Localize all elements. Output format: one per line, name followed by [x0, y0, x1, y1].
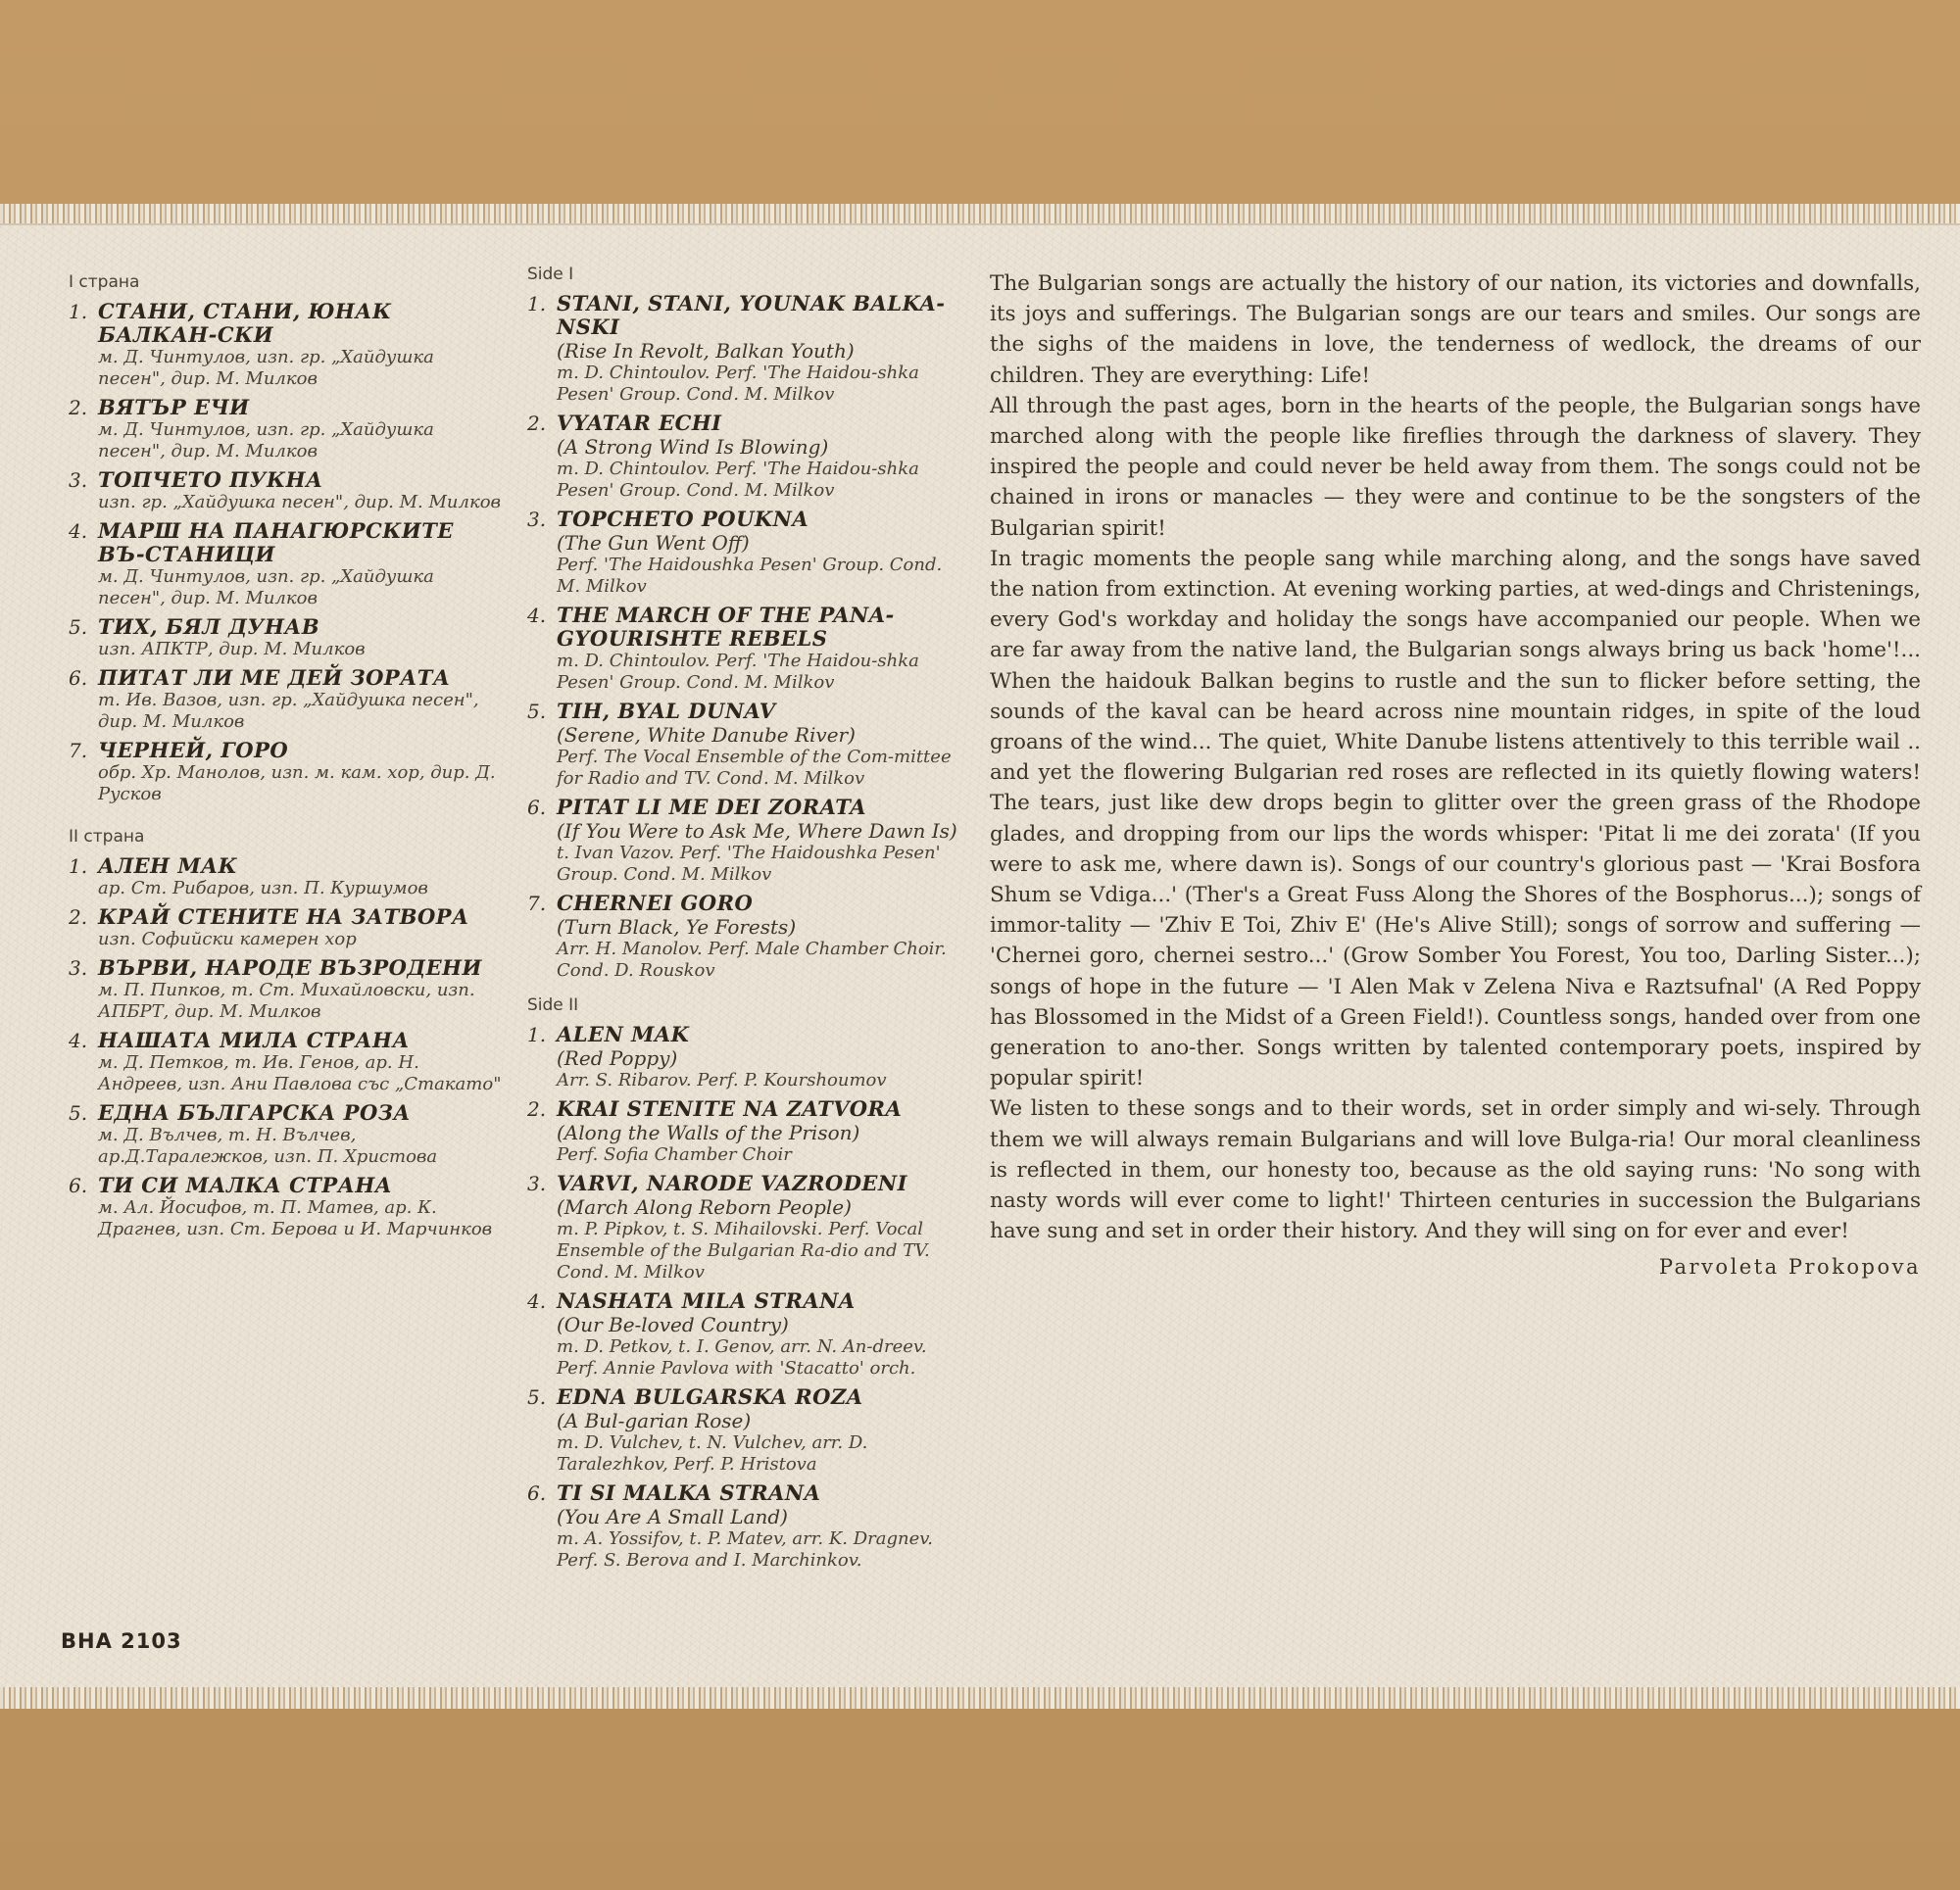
track-credits: м. Д. Чинтулов, изп. гр. „Хайдушка песен", дир. М. Милков [98, 347, 434, 389]
track-item [519, 1023, 965, 1091]
track-credits: t. Ivan Vazov. Perf. 'The Haidoushka Pesen' Group. Cond. M. Milkov [557, 843, 941, 885]
track-item [61, 1101, 502, 1168]
track-number: 1. [69, 854, 88, 878]
track-item [61, 956, 502, 1023]
track-number: 4. [69, 1029, 88, 1052]
track-title: PITAT LI ME DEI ZORATA [557, 795, 866, 819]
track-subtitle: (A Strong Wind Is Blowing) [557, 435, 829, 459]
track-item [61, 300, 502, 390]
track-item [519, 412, 965, 502]
track-subtitle: (The Gun Went Off) [557, 531, 750, 555]
bottom-border-strip [0, 1687, 1960, 1709]
track-number: 3. [69, 956, 88, 980]
track-number: 4. [69, 519, 88, 543]
track-title: KRAI STENITE NA ZATVORA [557, 1096, 903, 1121]
track-credits: м. Ал. Йосифов, т. П. Матев, ар. К. Драгнев, изп. Ст. Берова и И. Марчинков [98, 1197, 493, 1239]
bg-side-two-list [61, 854, 502, 1240]
track-item [519, 892, 965, 982]
track-subtitle: (A Bul-garian Rose) [557, 1409, 752, 1432]
track-title: VARVI, NARODE VAZRODENI [557, 1171, 907, 1195]
track-credits: m. P. Pipkov, t. S. Mihailovski. Perf. Vocal Ensemble of the Bulgarian Ra-dio and TV. Cond. M. Milkov [557, 1219, 930, 1283]
track-title: TOPCHETO POUKNA [557, 507, 809, 531]
track-subtitle: (Along the Walls of the Prison) [557, 1121, 860, 1144]
track-credits: m. A. Yossifov, t. P. Matev, arr. K. Dragnev. Perf. S. Berova and I. Marchinkov. [557, 1528, 934, 1571]
track-title: ТИ СИ МАЛКА СТРАНА [98, 1173, 393, 1197]
track-title: СТАНИ, СТАНИ, ЮНАК БАЛКАН-СКИ [98, 299, 392, 347]
track-number: 2. [527, 412, 547, 435]
track-title: TI SI MALKA STRANA [557, 1480, 821, 1505]
track-subtitle: (Rise In Revolt, Balkan Youth) [557, 339, 855, 363]
liner-notes-panel [0, 223, 1960, 1693]
track-number: 4. [527, 1289, 547, 1313]
track-item [61, 519, 502, 609]
english-tracklist [519, 265, 965, 1577]
track-title: THE MARCH OF THE PANA-GYOURISHTE REBELS [557, 603, 895, 651]
track-credits: Perf. Sofia Chamber Choir [557, 1144, 792, 1165]
track-number: 1. [527, 1023, 547, 1046]
track-item [519, 1289, 965, 1380]
track-title: ЧЕРНЕЙ, ГОРО [98, 738, 289, 762]
track-credits: м. Д. Вълчев, т. Н. Вълчев, ар.Д.Таралежков, изп. П. Христова [98, 1125, 438, 1167]
track-number: 2. [69, 396, 88, 419]
track-item [61, 905, 502, 950]
catalog-number: ВНА 2103 [61, 1629, 182, 1653]
track-credits: м. Д. Чинтулов, изп. гр. „Хайдушка песен", дир. М. Милков [98, 566, 434, 608]
note-paragraph: We listen to these songs and to their words, set in order simply and wi-sely. Through them we will always remain Bulgarians and will love Bulga-ria! Our moral cleanliness is reflected in them, our honesty too, because as the old saying runs: 'No song with nasty words will ever come to light!' Thirteen centuries in succession the Bulgarians have sung and set in order their history. And they will sing on for ever and ever! [990, 1096, 1921, 1244]
liner-notes-text [990, 268, 1921, 1279]
bg-side-one-list [61, 300, 502, 805]
bulgarian-tracklist [61, 272, 502, 1246]
track-credits: Arr. H. Manolov. Perf. Male Chamber Choir. Cond. D. Rouskov [557, 939, 947, 981]
track-number: 1. [69, 300, 88, 323]
en-side-two-list [519, 1023, 965, 1572]
track-item [61, 396, 502, 462]
track-subtitle: (Red Poppy) [557, 1046, 678, 1070]
track-number: 2. [69, 905, 88, 929]
track-title: ВЪРВИ, НАРОДЕ ВЪЗРОДЕНИ [98, 955, 482, 980]
note-paragraph: All through the past ages, born in the hearts of the people, the Bulgarian songs have marched along with the people like fireflies through the darkness of slavery. They inspired the people and could never be held away from them. The songs could not be chained in irons or manacles — they were and continue to be the songsters of the Bulgarian spirit! [990, 393, 1921, 541]
track-item [61, 1174, 502, 1240]
author-signature: Parvoleta Prokopova [1658, 1254, 1921, 1279]
track-credits: m. D. Petkov, t. I. Genov, arr. N. An-dreev. Perf. Annie Pavlova with 'Stacatto' orch. [557, 1336, 927, 1379]
track-subtitle: (If You Were to Ask Me, Where Dawn Is) [557, 819, 957, 843]
track-subtitle: (Our Be-loved Country) [557, 1313, 789, 1336]
track-title: ALEN MAK [557, 1022, 690, 1046]
track-credits: m. D. Chintoulov. Perf. 'The Haidou-shka Pesen' Group. Cond. M. Milkov [557, 363, 919, 405]
track-item [519, 508, 965, 598]
track-credits: m. D. Chintoulov. Perf. 'The Haidou-shka Pesen' Group. Cond. M. Milkov [557, 459, 919, 501]
note-paragraph: In tragic moments the people sang while marching along, and the songs have saved the nation from extinction. At evening working parties, at wed-dings and Christenings, every God's workday and holiday the songs have accompanied our people. When we are far away from the native land, the Bulgarian songs always bring us back 'home'!... When the haidouk Balkan begins to rustle and the sun to flicker before setting, the sounds of the kaval can be heard across nine mountain ridges, in spite of the loud groans of the wind... The quiet, White Danube listens attentively to this terrible wail .. and yet the flowering Bulgarian red roses are reflected in its quietly flowing waters! The tears, just like dew drops begin to glitter over the green grass of the Rhodope glades, and dropping from our lips the words whisper: 'Pitat li me dei zorata' (If you were to ask me, where dawn is). Songs of our country's glorious past — 'Krai Bosfora Shum se Vdiga...' (Ther's a Great Fuss Along the Shores of the Bosphorus...); songs of immor-tality — 'Zhiv E Toi, Zhiv E' (He's Alive Still); songs of sorrow and suffering — 'Chernei goro, chernei sestro...' (Grow Somber You Forest, You too, Darling Sister...); songs of hope in the future — 'I Alen Mak v Zelena Niva e Raztsufnal' (A Red Poppy has Blossomed in the Midst of a Green Field!). Countless songs, handed over from one generation to ano-ther. Songs written by talented contemporary poets, inspired by popular spirit! [990, 546, 1921, 1091]
track-title: МАРШ НА ПАНАГЮРСКИТЕ ВЪ-СТАНИЦИ [98, 518, 454, 566]
track-number: 3. [69, 468, 88, 492]
track-number: 6. [527, 1481, 547, 1505]
track-item [519, 700, 965, 790]
track-item [61, 1029, 502, 1095]
track-credits: изп. АПКТР, дир. М. Милков [98, 639, 366, 659]
track-item [519, 292, 965, 406]
track-title: АЛЕН МАК [98, 853, 238, 878]
track-title: NASHATA MILA STRANA [557, 1288, 856, 1313]
track-credits: Perf. 'The Haidoushka Pesen' Group. Cond. M. Milkov [557, 555, 943, 597]
track-number: 6. [69, 1174, 88, 1197]
track-subtitle: (You Are A Small Land) [557, 1505, 788, 1528]
track-credits: Perf. The Vocal Ensemble of the Com-mittee for Radio and TV. Cond. M. Milkov [557, 747, 952, 789]
track-number: 7. [69, 739, 88, 762]
track-item [519, 604, 965, 694]
track-credits: ар. Ст. Рибаров, изп. П. Куршумов [98, 878, 428, 898]
top-border-strip [0, 204, 1960, 225]
track-credits: м. Д. Чинтулов, изп. гр. „Хайдушка песен", дир. М. Милков [98, 419, 434, 461]
track-subtitle: (Serene, White Danube River) [557, 723, 856, 747]
track-credits: м. Д. Петков, т. Ив. Генов, ар. Н. Андреев, изп. Ани Павлова със „Стакато" [98, 1052, 502, 1094]
track-title: VYATAR ECHI [557, 411, 722, 435]
track-number: 5. [527, 1385, 547, 1409]
track-title: ЕДНА БЪЛГАРСКА РОЗА [98, 1100, 411, 1125]
track-credits: изп. Софийски камерен хор [98, 929, 357, 949]
track-title: НАШАТА МИЛА СТРАНА [98, 1028, 410, 1052]
track-title: КРАЙ СТЕНИТЕ НА ЗАТВОРА [98, 904, 469, 929]
track-number: 5. [69, 1101, 88, 1125]
track-title: ПИТАТ ЛИ МЕ ДЕЙ ЗОРАТА [98, 665, 451, 690]
track-number: 3. [527, 1172, 547, 1195]
track-number: 1. [527, 292, 547, 315]
track-title: ТОПЧЕТО ПУКНА [98, 467, 323, 492]
track-title: STANI, STANI, YOUNAK BALKA-NSKI [557, 291, 946, 339]
track-title: CHERNEI GORO [557, 891, 754, 915]
track-number: 2. [527, 1097, 547, 1121]
track-item [519, 1481, 965, 1572]
track-number: 6. [527, 796, 547, 819]
track-item [61, 666, 502, 733]
track-title: ТИХ, БЯЛ ДУНАВ [98, 614, 320, 639]
track-title: EDNA BULGARSKA ROZA [557, 1384, 863, 1409]
track-subtitle: (March Along Reborn People) [557, 1195, 852, 1219]
track-credits: m. D. Chintoulov. Perf. 'The Haidou-shka Pesen' Group. Cond. M. Milkov [557, 651, 919, 693]
track-item [61, 615, 502, 660]
track-subtitle: (Turn Black, Ye Forests) [557, 915, 797, 939]
track-number: 5. [69, 615, 88, 639]
side-two-label-en: Side II [527, 995, 579, 1015]
track-number: 5. [527, 700, 547, 723]
en-side-one-list [519, 292, 965, 982]
track-title: ВЯТЪР ЕЧИ [98, 395, 250, 419]
note-paragraph: The Bulgarian songs are actually the history of our nation, its victories and downfalls, its joys and sufferings. The Bulgarian songs are our tears and smiles. Our songs are the sighs of the maidens in love, the tenderness of wedlock, the dreams of our children. They are everything: Life! [990, 271, 1921, 388]
track-credits: изп. гр. „Хайдушка песен", дир. М. Милков [98, 492, 502, 512]
track-item [61, 854, 502, 899]
track-number: 6. [69, 666, 88, 690]
side-one-label-en: Side I [527, 265, 574, 284]
track-item [519, 1097, 965, 1166]
track-credits: м. П. Пипков, т. Ст. Михайловски, изп. АПБРТ, дир. М. Милков [98, 980, 475, 1022]
track-credits: обр. Хр. Манолов, изп. м. кам. хор, дир. Д. Русков [98, 762, 496, 804]
side-two-label-bg: II страна [69, 827, 145, 847]
track-credits: т. Ив. Вазов, изп. гр. „Хайдушка песен", дир. М. Милков [98, 690, 479, 732]
track-item [519, 796, 965, 886]
track-item [61, 739, 502, 805]
track-item [519, 1172, 965, 1284]
track-title: TIH, BYAL DUNAV [557, 699, 776, 723]
track-number: 3. [527, 508, 547, 531]
track-number: 4. [527, 604, 547, 627]
track-credits: m. D. Vulchev, t. N. Vulchev, arr. D. Taralezhkov, Perf. P. Hristova [557, 1432, 868, 1475]
track-credits: Arr. S. Ribarov. Perf. P. Kourshoumov [557, 1070, 887, 1090]
track-item [519, 1385, 965, 1476]
track-number: 7. [527, 892, 547, 915]
side-one-label-bg: I страна [69, 272, 140, 292]
track-item [61, 468, 502, 513]
